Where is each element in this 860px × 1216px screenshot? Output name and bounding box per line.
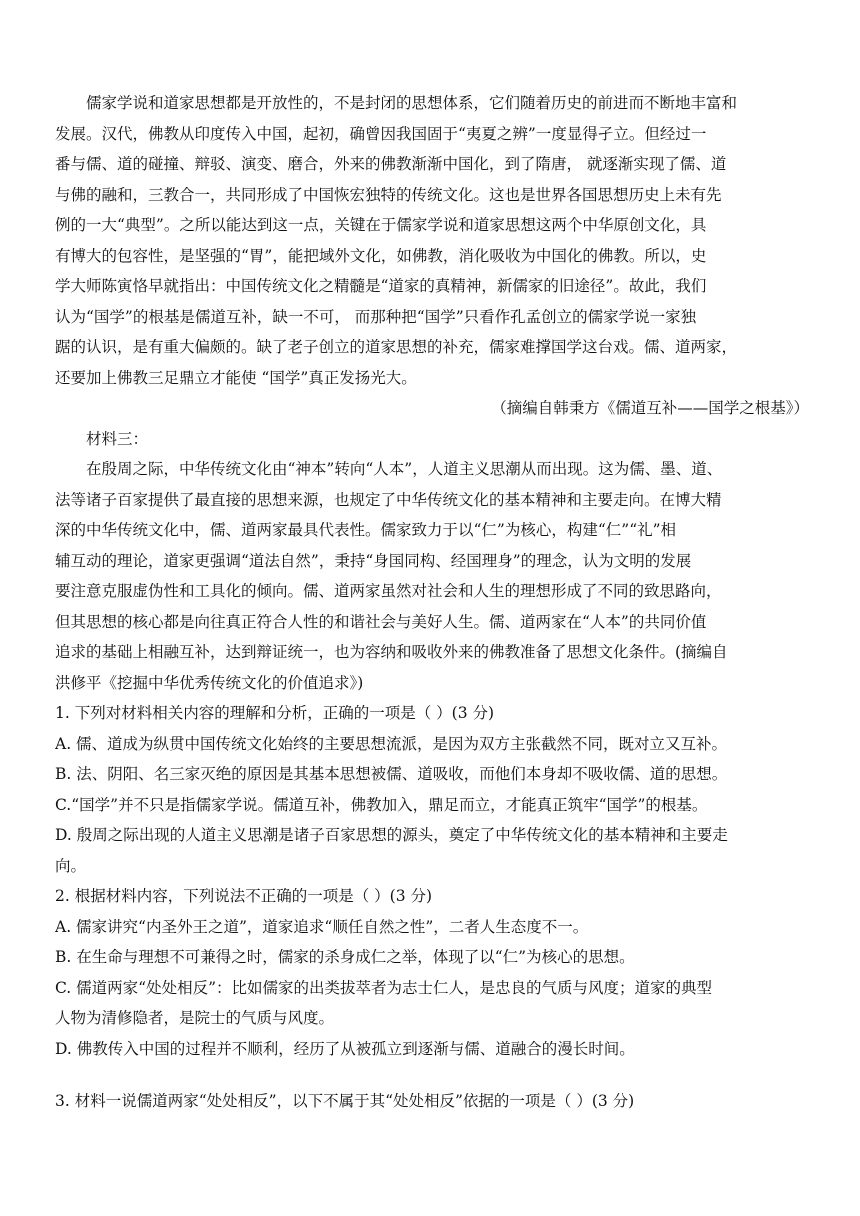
material-line: 深的中华传统文化中，儒、道两家最具代表性。儒家致力于以“仁”为核心，构建“仁”“礼”相 <box>55 521 677 539</box>
passage-line: 例的一大“典型”。之所以能达到这一点，关键在于儒家学说和道家思想这两个中华原创文化，具 <box>55 216 707 234</box>
answer-option: 人物为清修隐者，是院士的气质与风度。 <box>55 1009 335 1027</box>
passage-line: 踞的认识，是有重大偏颇的。缺了老子创立的道家思想的补充，儒家难撑国学这台戏。儒、道两家， <box>55 338 738 356</box>
answer-option: A. 儒家讲究“内圣外王之道”，道家追求“顺任自然之性”，二者人生态度不一。 <box>55 917 589 936</box>
answer-option: C.“国学”并不只是指儒家学说。儒道互补，佛教加入，鼎足而立，才能真正筑牢“国学”的根基。 <box>55 795 708 814</box>
answer-option: D. 佛教传入中国的过程并不顺利，经历了从被孤立到逐渐与儒、道融合的漫长时间。 <box>55 1039 635 1058</box>
spacer <box>55 1064 815 1086</box>
material-line: 追求的基础上相融互补，达到辩证统一，也为容纳和吸收外来的佛教准备了思想文化条件。(摘编自 <box>55 643 728 661</box>
passage-source: （摘编自韩秉方《儒道互补——国学之根基》） <box>491 399 809 417</box>
answer-option: D. 殷周之际出现的人道主义思潮是诸子百家思想的源头，奠定了中华传统文化的基本精神和主要走 <box>55 826 728 844</box>
answer-option: C. 儒道两家“处处相反”：比如儒家的出类拔萃者为志士仁人，是忠良的气质与风度；道家的典型 <box>55 978 713 997</box>
question-stem: 3. 材料一说儒道两家“处处相反”，以下不属于其“处处相反”依据的一项是（ ）(3 分) <box>55 1092 635 1110</box>
question-3 <box>55 1086 815 1117</box>
material-line: 但其思想的核心都是向往真正符合人性的和谐社会与美好人生。儒、道两家在“人本”的共同价值 <box>55 612 707 631</box>
answer-option: A. 儒、道成为纵贯中国传统文化始终的主要思想流派，是因为双方主张截然不同，既对立又互补。 <box>55 734 728 753</box>
material-line: 辅互动的理论，道家更强调“道法自然”，秉持“身国同构、经国理身”的理念，认为文明的发展 <box>55 551 692 570</box>
passage-line: 发展。汉代，佛教从印度传入中国，起初，确曾因我国固于“夷夏之辨”一度显得孑立。但经过一 <box>55 124 707 143</box>
answer-option: B. 在生命与理想不可兼得之时，儒家的杀身成仁之举，体现了以“仁”为核心的思想。 <box>55 948 635 966</box>
material-line: 洪修平《挖掘中华优秀传统文化的价值追求》) <box>55 673 364 692</box>
material-heading: 材料三： <box>86 429 149 448</box>
passage <box>55 88 815 424</box>
material-line: 在殷周之际，中华传统文化由“神本”转向“人本”，人道主义思潮从而出现。这为儒、墨、道、 <box>86 460 723 478</box>
material-line: 法等诸子百家提供了最直接的思想来源，也规定了中华传统文化的基本精神和主要走向。在博大精 <box>55 490 722 509</box>
question-1 <box>55 698 815 881</box>
answer-option: B. 法、阴阳、名三家灭绝的原因是其基本思想被儒、道吸收，而他们本身却不吸收儒、道的思想。 <box>55 765 728 783</box>
material-three <box>55 424 815 699</box>
passage-line: 番与儒、道的碰撞、辩驳、演变、磨合，外来的佛教渐渐中国化，到了隋唐， 就逐渐实现了儒、道 <box>55 155 727 173</box>
exam-page <box>55 88 815 1117</box>
passage-line: 儒家学说和道家思想都是开放性的，不是封闭的思想体系，它们随着历史的前进而不断地丰富和 <box>86 94 738 112</box>
passage-line: 与佛的融和，三教合一，共同形成了中国恢宏独特的传统文化。这也是世界各国思想历史上未有先 <box>55 185 722 204</box>
question-stem: 2. 根据材料内容，下列说法不正确的一项是（ ）(3 分) <box>55 887 433 905</box>
passage-line: 学大师陈寅恪早就指出：中国传统文化之精髓是“道家的真精神，新儒家的旧途径”。故此，我们 <box>55 277 707 295</box>
question-stem: 1. 下列对材料相关内容的理解和分析，正确的一项是（ ）(3 分) <box>55 704 495 722</box>
answer-option: 向。 <box>55 856 87 875</box>
passage-line: 有博大的包容性，是坚强的“胃”，能把域外文化，如佛教，消化吸收为中国化的佛教。所以，史 <box>55 246 707 265</box>
passage-line: 认为“国学”的根基是儒道互补，缺一不可， 而那种把“国学”只看作孔孟创立的儒家学说一家独 <box>55 307 697 326</box>
passage-line: 还要加上佛教三足鼎立才能使 “国学”真正发扬光大。 <box>55 368 417 387</box>
material-line: 要注意克服虚伪性和工具化的倾向。儒、道两家虽然对社会和人生的理想形成了不同的致思路向， <box>55 582 722 600</box>
question-2 <box>55 881 815 1064</box>
